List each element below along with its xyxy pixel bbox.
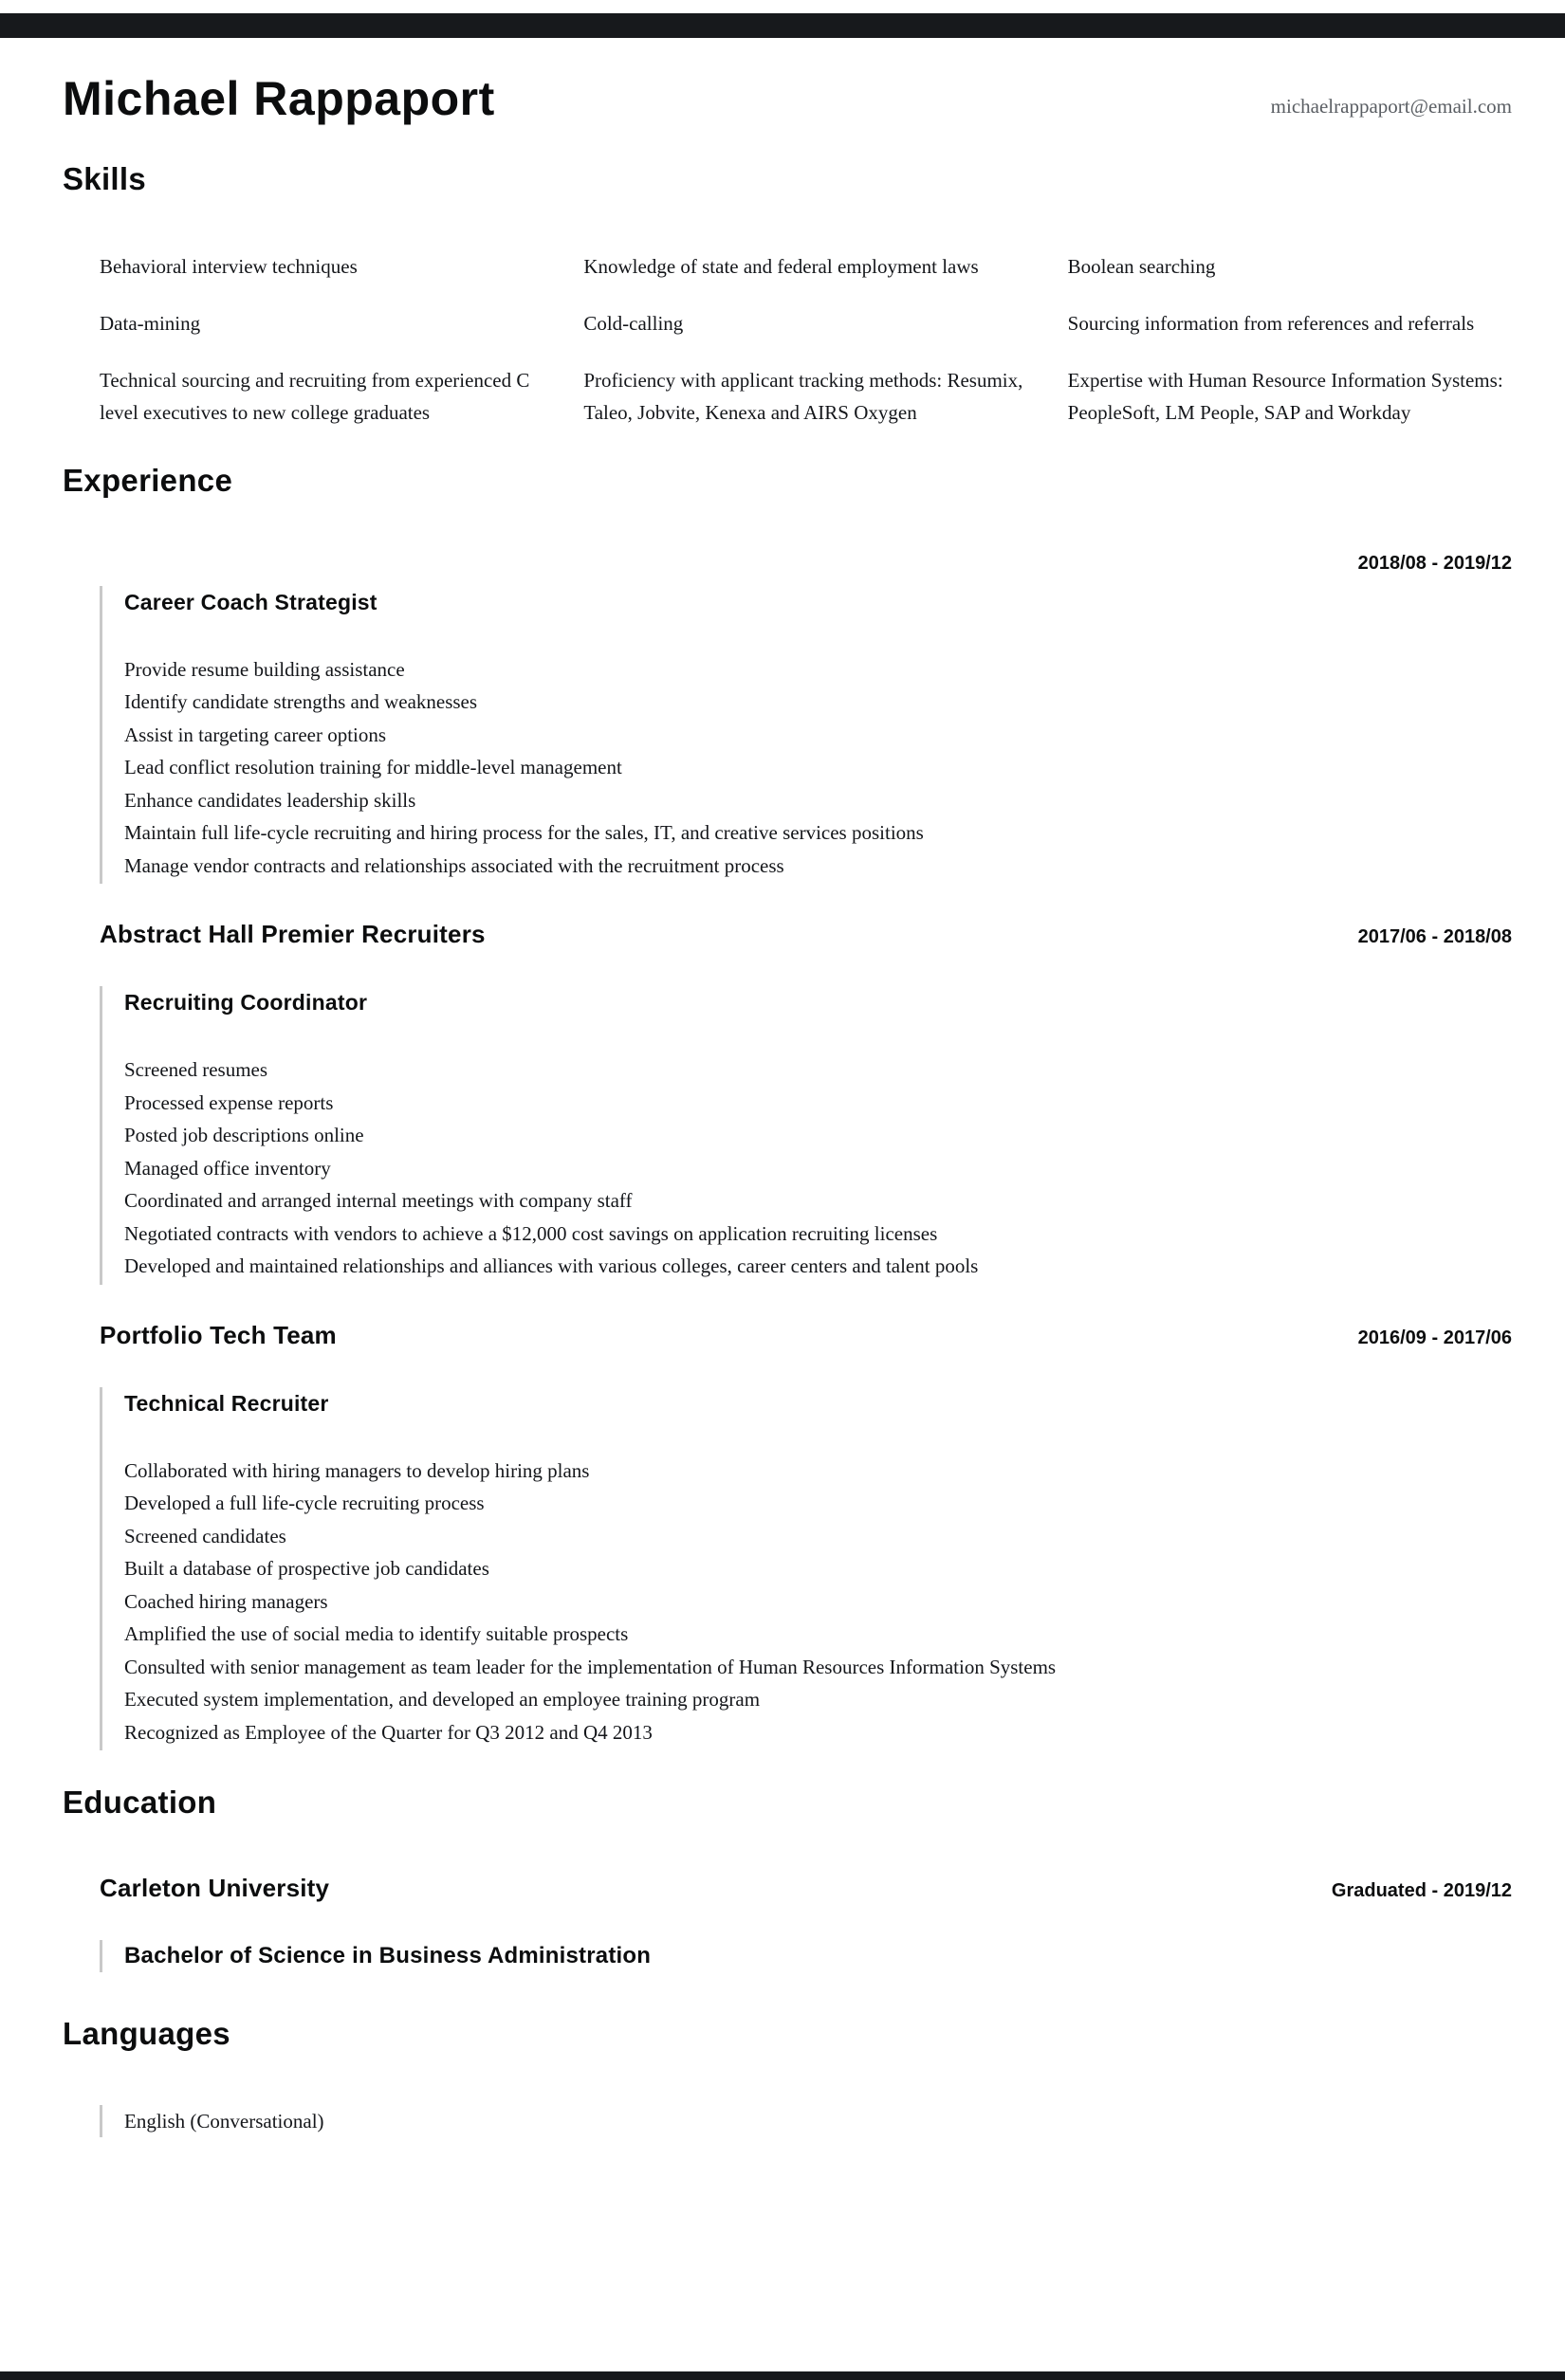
email-text: michaelrappaport@email.com — [1270, 94, 1512, 118]
job-title: Technical Recruiter — [124, 1390, 329, 1416]
skill-item: Boolean searching — [1067, 254, 1216, 278]
language-item: English (Conversational) — [124, 2110, 324, 2133]
job-dates: 2017/06 - 2018/08 — [1357, 926, 1512, 947]
description-line: Assist in targeting career options — [124, 723, 387, 746]
resume-header — [63, 72, 1512, 127]
school-name: Carleton University — [100, 1874, 330, 1902]
job-dates: 2018/08 - 2019/12 — [1357, 552, 1512, 574]
description-line: Executed system implementation, and developed an employee training program — [124, 1688, 761, 1711]
languages-section — [63, 2016, 1512, 2137]
language-block — [100, 2105, 1512, 2137]
job-header-row — [100, 552, 1512, 575]
description-line: Negotiated contracts with vendors to achieve a $12,000 cost savings on application recruiting licenses — [124, 1221, 938, 1245]
job-header-row — [100, 1321, 1512, 1349]
description-line: Managed office inventory — [124, 1156, 331, 1180]
skill-item: Proficiency with applicant tracking methods: Resumix, Taleo, Jobvite, Kenexa and AIRS Oxygen — [583, 368, 1023, 424]
job-description — [124, 1455, 1092, 1749]
job-entry — [63, 920, 1512, 1285]
bottom-divider-bar — [0, 2371, 1565, 2380]
job-title: Career Coach Strategist — [124, 589, 377, 614]
section-title-education: Education — [63, 1785, 217, 1820]
degree-name: Bachelor of Science in Business Administration — [124, 1943, 652, 1968]
description-line: Manage vendor contracts and relationships associated with the recruitment process — [124, 853, 784, 877]
skill-item: Expertise with Human Resource Information Systems: PeopleSoft, LM People, SAP and Workday — [1067, 368, 1503, 424]
job-dates: 2016/09 - 2017/06 — [1357, 1327, 1512, 1348]
skills-section — [63, 161, 1512, 429]
description-line: Screened resumes — [124, 1058, 268, 1081]
description-line: Provide resume building assistance — [124, 657, 405, 681]
description-line: Enhance candidates leadership skills — [124, 788, 416, 812]
description-line: Collaborated with hiring managers to develop hiring plans — [124, 1458, 590, 1482]
top-divider-bar — [0, 13, 1565, 38]
section-title-skills: Skills — [63, 160, 147, 196]
description-line: Coached hiring managers — [124, 1589, 328, 1613]
degree-block — [100, 1940, 1512, 1972]
description-line: Coordinated and arranged internal meetings with company staff — [124, 1189, 633, 1212]
skill-item: Sourcing information from references and referrals — [1067, 311, 1475, 335]
job-entry — [63, 552, 1512, 885]
description-line: Lead conflict resolution training for middle-level management — [124, 756, 622, 778]
job-detail-block — [100, 586, 1512, 885]
description-line: Built a database of prospective job candidates — [124, 1557, 489, 1580]
job-entry — [63, 1321, 1512, 1751]
skills-grid — [100, 250, 1512, 429]
resume-content — [0, 38, 1565, 2137]
job-description — [124, 653, 1092, 883]
description-line: Maintain full life-cycle recruiting and hiring process for the sales, IT, and creative services positions — [124, 821, 924, 844]
description-line: Recognized as Employee of the Quarter for Q3 2012 and Q4 2013 — [124, 1720, 653, 1744]
skill-item: Knowledge of state and federal employment laws — [583, 254, 979, 278]
description-line: Screened candidates — [124, 1524, 286, 1547]
description-line: Developed a full life-cycle recruiting process — [124, 1492, 485, 1514]
skill-item: Technical sourcing and recruiting from experienced C level executives to new college graduates — [100, 368, 530, 424]
description-line: Consulted with senior management as team leader for the implementation of Human Resources Information Systems — [124, 1655, 1057, 1678]
resume-name: Michael Rappaport — [63, 72, 495, 125]
description-line: Developed and maintained relationships and alliances with various colleges, career centers and talent pools — [124, 1254, 979, 1277]
skill-item: Data-mining — [100, 311, 201, 335]
description-line: Amplified the use of social media to identify suitable prospects — [124, 1622, 629, 1645]
company-name: Portfolio Tech Team — [100, 1320, 337, 1349]
description-line: Posted job descriptions online — [124, 1124, 364, 1146]
job-header-row — [100, 920, 1512, 948]
education-section — [63, 1785, 1512, 1972]
description-line: Identify candidate strengths and weaknesses — [124, 690, 478, 713]
section-title-languages: Languages — [63, 2016, 230, 2051]
job-title: Recruiting Coordinator — [124, 990, 368, 1015]
job-detail-block — [100, 1387, 1512, 1751]
description-line: Processed expense reports — [124, 1090, 334, 1114]
education-header-row — [100, 1874, 1512, 1902]
job-description — [124, 1053, 1092, 1283]
job-detail-block — [100, 986, 1512, 1285]
skill-item: Cold-calling — [583, 311, 684, 335]
skill-item: Behavioral interview techniques — [100, 254, 358, 278]
company-name: Abstract Hall Premier Recruiters — [100, 920, 486, 948]
experience-section — [63, 463, 1512, 1751]
section-title-experience: Experience — [63, 462, 233, 498]
graduation-date: Graduated - 2019/12 — [1331, 1880, 1512, 1901]
